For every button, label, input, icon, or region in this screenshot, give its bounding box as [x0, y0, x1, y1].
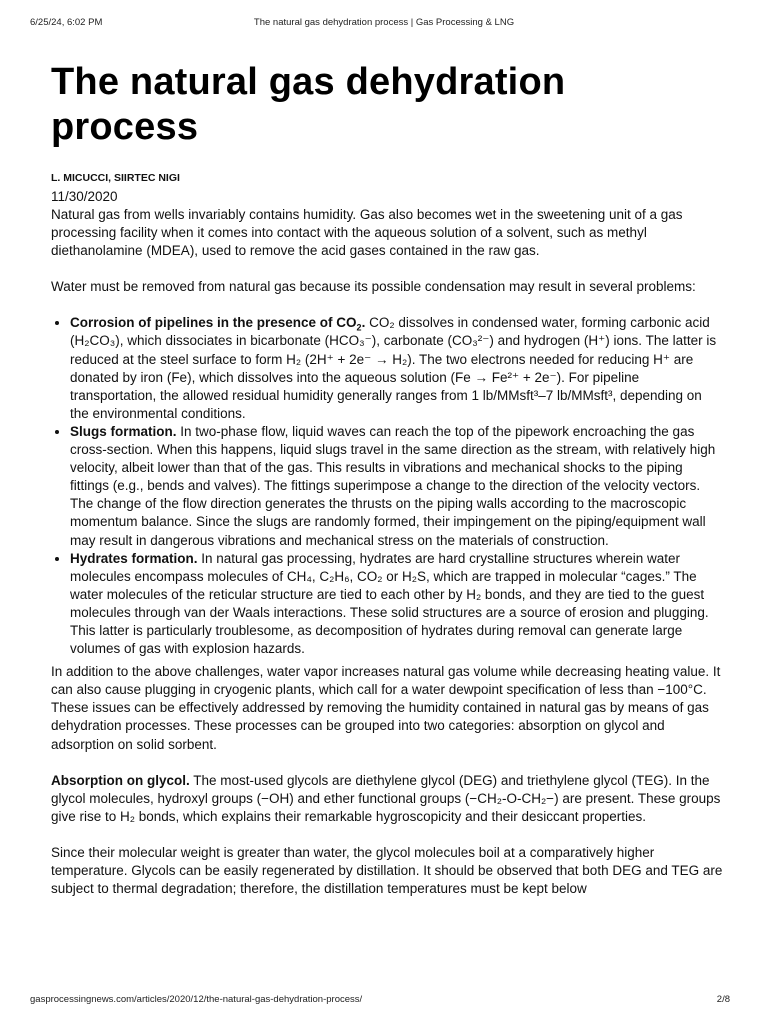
issue-text: In natural gas processing, hydrates are hard crystalline structures wherein water molecules encompass molecules of CH₄, C₂H₆, CO₂ or H₂S, which are trapped in molecular “cages.” The water molecules of the reticular structure are tied to each other by H₂ bonds, and they are tied to the guest molecules through van der Waals interactions. These solid structures are a source of erosion and plugging. This latter is particularly troublesome, as decomposition of hydrates during removal can generate large volumes of gas with explosion hazards. [70, 550, 709, 657]
print-page-title: The natural gas dehydration process | Gas Processing & LNG [253, 17, 515, 28]
issue-text: CO₂ dissolves in condensed water, forming carbonic acid (H₂CO₃), which dissociates in bicarbonate (HCO₃⁻), carbonate (CO₃²⁻) and hydrogen (H⁺) ions. The latter is reduced at the steel surface to form H₂ (2H⁺ + 2e⁻ → H₂). The two electrons needed for reducing H⁺ are donated by iron (Fe), which dissolves into the aqueous solution (Fe → Fe²⁺ + 2e⁻). For pipeline transportation, the allowed residual humidity generally ranges from 1 lb/MMsft³–7 lb/MMsft³, depending on the environmental conditions. [70, 315, 717, 421]
issue-lead: Slugs formation. [70, 423, 177, 439]
issue-corrosion [70, 314, 723, 423]
glycol-text: The most-used glycols are diethylene glycol (DEG) and triethylene glycol (TEG). In the glycol molecules, hydroxyl groups (−OH) and ether functional groups (−CH₂-O-CH₂−) are present. These groups give rise to H₂ bonds, which explains their remarkable hygroscopicity and their desiccant properties. [51, 772, 721, 824]
article [51, 60, 723, 898]
glycol-paragraph [51, 772, 723, 826]
glycol-lead: Absorption on glycol. [51, 772, 190, 788]
issue-slugs [70, 423, 723, 550]
intro-paragraph: Natural gas from wells invariably contains humidity. Gas also becomes wet in the sweetening unit of a gas processing facility when it comes into contact with the aqueous solution of a solvent, such as methyl diethanolamine (MDEA), used to remove the acid gases contained in the raw gas. [51, 207, 683, 259]
article-date: 11/30/2020 [51, 189, 118, 204]
article-title: The natural gas dehydration process [51, 61, 566, 148]
issue-lead: Corrosion of pipelines in the presence of $CO_2$. [70, 315, 366, 334]
print-header [30, 17, 738, 31]
issue-hydrates [70, 550, 723, 659]
print-url[interactable]: gasprocessingnews.com/articles/2020/12/the-natural-gas-dehydration-process/ [30, 994, 363, 1005]
print-footer [30, 994, 738, 1008]
article-byline[interactable]: L. MICUCCI, SIIRTEC NIGI [51, 172, 180, 184]
issue-lead: Hydrates formation. [70, 550, 198, 566]
issue-text: In two-phase flow, liquid waves can reach the top of the pipework encroaching the gas cross-section. When this happens, liquid slugs travel in the same direction as the stream, with relatively high velocity, albeit lower than that of the gas. This results in vibrations and mechanical shocks to the piping fittings (e.g., bends and valves). The fittings superimpose a change to the direction of the velocity vectors. The change of the flow direction generates the thrusts on the piping walls according to the macroscopic momentum balance. Since the slugs are randomly formed, their impingement on the piping/equipment wall may result in dangerous vibrations and mechanical stress on the materials of construction. [70, 423, 716, 548]
problems-intro-paragraph: Water must be removed from natural gas because its possible condensation may result in several problems: [51, 279, 696, 295]
issues-list [51, 314, 723, 658]
challenges-paragraph: In addition to the above challenges, water vapor increases natural gas volume while decreasing heating value. It can also cause plugging in cryogenic plants, which call for a water dewpoint specification of less than −100°C. These issues can be effectively addressed by removing the humidity contained in natural gas by means of gas dehydration processes. These processes can be grouped into two categories: absorption on glycol and adsorption on solid sorbent. [51, 664, 721, 752]
glycol-boil-paragraph: Since their molecular weight is greater than water, the glycol molecules boil at a comparatively higher temperature. Glycols can be easily regenerated by distillation. It should be observed that both DEG and TEG are subject to thermal degradation; therefore, the distillation temperatures must be kept below [51, 844, 723, 897]
print-page-number: 2/8 [716, 994, 730, 1005]
print-datetime: 6/25/24, 6:02 PM [30, 17, 103, 28]
